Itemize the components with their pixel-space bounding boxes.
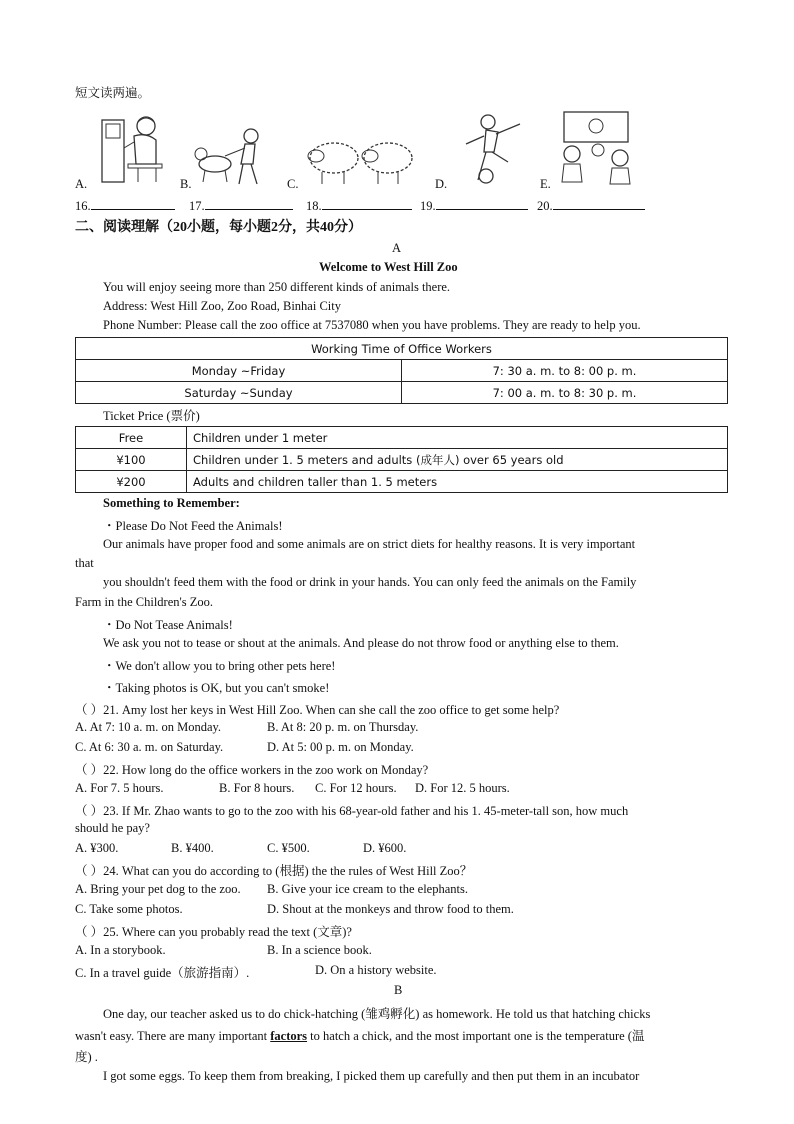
question-24-option-a[interactable]: A. Bring your pet dog to the zoo.: [75, 882, 241, 896]
hours-time: 7: 30 a. m. to 8: 00 p. m.: [402, 360, 728, 382]
picture-label-c: C.: [287, 177, 299, 191]
passage-a-line-1: You will enjoy seeing more than 250 different kinds of animals there.: [103, 280, 451, 294]
picture-label-d: D.: [435, 177, 448, 191]
question-23-option-b[interactable]: B. ¥400.: [171, 841, 214, 855]
person-at-computer-icon: [98, 112, 178, 186]
question-25-option-d[interactable]: D. On a history website.: [315, 963, 437, 977]
question-21-stem: （ ）21. Amy lost her keys in West Hill Zoo. When can she call the zoo office to get some help?: [75, 703, 560, 717]
question-25-option-c[interactable]: C. In a travel guide（旅游指南）.: [75, 966, 250, 980]
office-hours-header: Working Time of Office Workers: [76, 338, 728, 360]
picture-label-e: E.: [540, 177, 551, 191]
question-22-option-c[interactable]: C. For 12 hours.: [315, 781, 397, 795]
office-hours-table: [75, 337, 728, 404]
hours-days: Saturday ~Sunday: [76, 382, 402, 404]
boy-kicking-football-icon: [458, 112, 532, 186]
question-22-option-d[interactable]: D. For 12. 5 hours.: [415, 781, 510, 795]
rule-1-text: Farm in the Children's Zoo.: [75, 595, 214, 609]
question-24-stem: （ ）24. What can you do according to (根据) the the rules of West Hill Zoo？: [75, 864, 473, 878]
ticket-price-table: [75, 426, 728, 493]
rule-4: ・Taking photos is OK, but you can't smoke!: [103, 681, 330, 695]
question-21-option-b[interactable]: B. At 8: 20 p. m. on Thursday.: [267, 720, 419, 734]
table-row: [76, 471, 728, 493]
question-23-stem-cont: should he pay?: [75, 821, 150, 835]
passage-b-paragraph-1: One day, our teacher asked us to do chick-hatching (雏鸡孵化) as homework. He told us that hatching chicks: [103, 1007, 651, 1021]
passage-a-address: Address: West Hill Zoo, Zoo Road, Binhai City: [103, 299, 341, 313]
passage-b-paragraph-2: I got some eggs. To keep them from breaking, I picked them up carefully and then put them in an incubator: [103, 1069, 640, 1083]
ticket-price-label: Ticket Price (票价): [103, 409, 200, 423]
question-23-stem: （ ）23. If Mr. Zhao wants to go to the zoo with his 68-year-old father and his 1. 45-meter-tall son, how much: [75, 804, 629, 818]
rule-2: ・Do Not Tease Animals!: [103, 618, 233, 632]
question-24-option-d[interactable]: D. Shout at the monkeys and throw food to them.: [267, 902, 514, 916]
rule-3: ・We don't allow you to bring other pets here!: [103, 659, 336, 673]
intro-line: 短文读两遍。: [75, 86, 151, 100]
passage-b-paragraph-1-line-3: 度) .: [75, 1050, 98, 1064]
passage-b-letter: B: [394, 983, 403, 997]
question-24-option-b[interactable]: B. Give your ice cream to the elephants.: [267, 882, 468, 896]
keyword-factors: factors: [270, 1029, 308, 1043]
ticket-who: Children under 1. 5 meters and adults (成年人) over 65 years old: [187, 449, 728, 471]
rule-2-text: We ask you not to tease or shout at the animals. And please do not throw food or anything else to them.: [103, 636, 619, 650]
ticket-price: ¥200: [76, 471, 187, 493]
answer-blank-16[interactable]: 16.: [75, 197, 175, 214]
question-22-option-b[interactable]: B. For 8 hours.: [219, 781, 295, 795]
answer-blank-19[interactable]: 19.: [420, 197, 528, 214]
passage-a-letter: A: [392, 241, 402, 255]
answer-blank-18[interactable]: 18.: [306, 197, 412, 214]
children-at-board-icon: [556, 110, 634, 186]
man-walking-dog-icon: [193, 126, 275, 186]
question-21-option-a[interactable]: A. At 7: 10 a. m. on Monday.: [75, 720, 222, 734]
question-25-option-a[interactable]: A. In a storybook.: [75, 943, 166, 957]
question-21-option-c[interactable]: C. At 6: 30 a. m. on Saturday.: [75, 740, 224, 754]
picture-label-a: A.: [75, 177, 88, 191]
ticket-price: ¥100: [76, 449, 187, 471]
ticket-who: Children under 1 meter: [187, 427, 728, 449]
table-row: [76, 427, 728, 449]
two-sheep-icon: [300, 134, 420, 188]
ticket-who: Adults and children taller than 1. 5 meters: [187, 471, 728, 493]
question-24-option-c[interactable]: C. Take some photos.: [75, 902, 183, 916]
answer-blank-20[interactable]: 20.: [537, 197, 645, 214]
question-23-option-a[interactable]: A. ¥300.: [75, 841, 119, 855]
table-row: [76, 449, 728, 471]
passage-a-phone: Phone Number: Please call the zoo office at 7537080 when you have problems. They are ready to help you.: [103, 318, 641, 332]
table-row: [76, 360, 728, 382]
rule-1-text: Our animals have proper food and some animals are on strict diets for healthy reasons. It is very important: [103, 537, 636, 551]
rule-1-text: you shouldn't feed them with the food or drink in your hands. You can only feed the animals on the Family: [103, 575, 637, 589]
question-23-option-c[interactable]: C. ¥500.: [267, 841, 310, 855]
question-22-option-a[interactable]: A. For 7. 5 hours.: [75, 781, 164, 795]
answer-blank-17[interactable]: 17.: [189, 197, 293, 214]
question-21-option-d[interactable]: D. At 5: 00 p. m. on Monday.: [267, 740, 414, 754]
ticket-price: Free: [76, 427, 187, 449]
hours-time: 7: 00 a. m. to 8: 30 p. m.: [402, 382, 728, 404]
rule-1: ・Please Do Not Feed the Animals!: [103, 519, 283, 533]
passage-b-paragraph-1-line-2: wasn't easy. There are many important factors to hatch a chick, and the most important one is the temperature (温: [75, 1029, 645, 1043]
picture-label-b: B.: [180, 177, 192, 191]
remember-heading: Something to Remember:: [103, 496, 240, 510]
rule-1-text: that: [75, 556, 94, 570]
passage-a-title: Welcome to West Hill Zoo: [319, 260, 458, 274]
question-25-stem: （ ）25. Where can you probably read the text (文章)?: [75, 925, 352, 939]
question-25-option-b[interactable]: B. In a science book.: [267, 943, 372, 957]
table-row: [76, 382, 728, 404]
section-2-title: 二、阅读理解（20小题，每小题2分，共40分）: [75, 220, 362, 235]
question-22-stem: （ ）22. How long do the office workers in the zoo work on Monday?: [75, 763, 429, 777]
hours-days: Monday ~Friday: [76, 360, 402, 382]
question-23-option-d[interactable]: D. ¥600.: [363, 841, 407, 855]
